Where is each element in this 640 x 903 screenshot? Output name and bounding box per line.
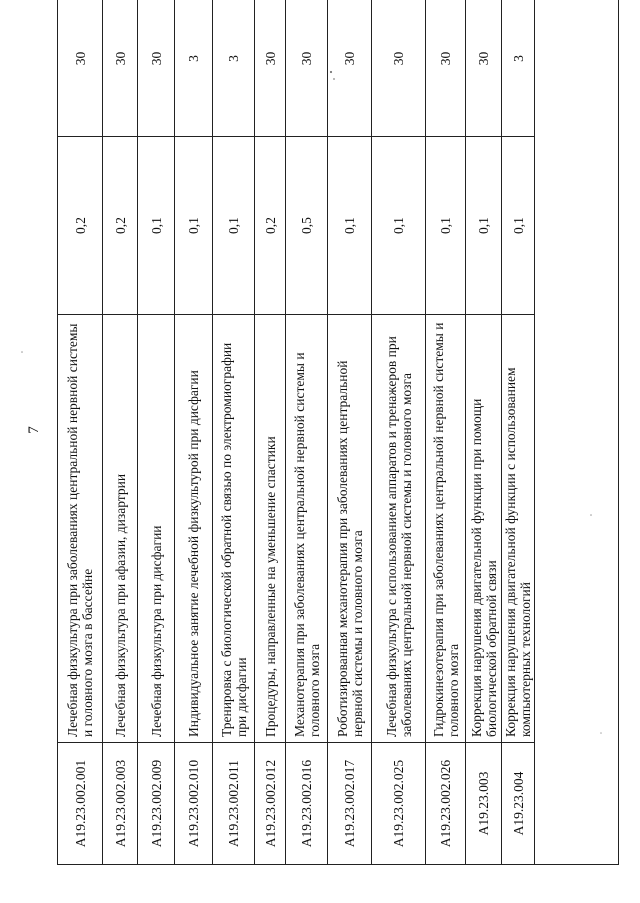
table-row: [372, 0, 426, 865]
page-number: 7: [26, 426, 42, 434]
service-code: A19.23.002.025: [372, 743, 426, 865]
frequency-coefficient: 0,1: [138, 137, 175, 315]
service-count: 30: [328, 0, 372, 137]
service-name: Процедуры, направленные на уменьшение спастики: [255, 315, 286, 743]
table-row: [213, 0, 255, 865]
service-name: Тренировка с биологической обратной связью по электромиографии при дисфагии: [213, 315, 255, 743]
service-count: 3: [213, 0, 255, 137]
table-row: [466, 0, 502, 865]
empty-cell: [535, 0, 619, 137]
table-row: [426, 0, 466, 865]
service-count: 30: [103, 0, 138, 137]
service-name: Роботизированная механотерапия при заболеваниях центральной нервной системы и головного мозга: [328, 315, 372, 743]
service-name: Коррекция нарушения двигательной функции с использованием компьютерных технологий: [502, 315, 535, 743]
service-name: Индивидуальное занятие лечебной физкультурой при дисфагии: [175, 315, 213, 743]
service-code: A19.23.003: [466, 743, 502, 865]
service-code: A19.23.002.026: [426, 743, 466, 865]
empty-cell: [535, 315, 619, 743]
services-table: [57, 25, 615, 865]
service-count: 30: [138, 0, 175, 137]
service-code: A19.23.002.009: [138, 743, 175, 865]
table-row: [502, 0, 535, 865]
frequency-coefficient: 0,1: [328, 137, 372, 315]
service-name: Лечебная физкультура при афазии, дизартрии: [103, 315, 138, 743]
service-name: Гидрокинезотерапия при заболеваниях центральной нервной системы и головного мозга: [426, 315, 466, 743]
service-code: A19.23.002.011: [213, 743, 255, 865]
frequency-coefficient: 0,1: [372, 137, 426, 315]
service-count: 30: [286, 0, 328, 137]
table-row: [58, 0, 103, 865]
scan-speck: [21, 351, 23, 353]
table-row: [255, 0, 286, 865]
service-name: Лечебная физкультура с использованием аппаратов и тренажеров при заболеваниях центральной нервной системы и головного мозга: [372, 315, 426, 743]
service-name: Лечебная физкультура при заболеваниях центральной нервной системы и головного мозга в бассейне: [58, 315, 103, 743]
table-row: [138, 0, 175, 865]
empty-cell: [535, 137, 619, 315]
service-name: Коррекция нарушения двигательной функции при помощи биологической обратной связи: [466, 315, 502, 743]
table-row: [175, 0, 213, 865]
table-row: [328, 0, 372, 865]
service-code: A19.23.002.017: [328, 743, 372, 865]
frequency-coefficient: 0,2: [58, 137, 103, 315]
frequency-coefficient: 0,1: [175, 137, 213, 315]
service-count: 30: [58, 0, 103, 137]
service-name: Лечебная физкультура при дисфагии: [138, 315, 175, 743]
service-code: A19.23.002.003: [103, 743, 138, 865]
empty-cell: [535, 743, 619, 865]
service-code: A19.23.002.016: [286, 743, 328, 865]
frequency-coefficient: 0,2: [103, 137, 138, 315]
frequency-coefficient: 0,1: [426, 137, 466, 315]
frequency-coefficient: 0,5: [286, 137, 328, 315]
frequency-coefficient: 0,1: [502, 137, 535, 315]
service-name: Механотерапия при заболеваниях центральной нервной системы и головного мозга: [286, 315, 328, 743]
service-code: A19.23.002.010: [175, 743, 213, 865]
service-count: 30: [372, 0, 426, 137]
service-code: A19.23.002.012: [255, 743, 286, 865]
service-count: 3: [175, 0, 213, 137]
service-code: A19.23.002.001: [58, 743, 103, 865]
service-count: 30: [426, 0, 466, 137]
service-code: A19.23.004: [502, 743, 535, 865]
frequency-coefficient: 0,2: [255, 137, 286, 315]
frequency-coefficient: 0,1: [213, 137, 255, 315]
service-count: 30: [466, 0, 502, 137]
table-row: [286, 0, 328, 865]
service-count: 3: [502, 0, 535, 137]
table-row-empty: [535, 0, 619, 865]
service-count: 30: [255, 0, 286, 137]
frequency-coefficient: 0,1: [466, 137, 502, 315]
table-row: [103, 0, 138, 865]
